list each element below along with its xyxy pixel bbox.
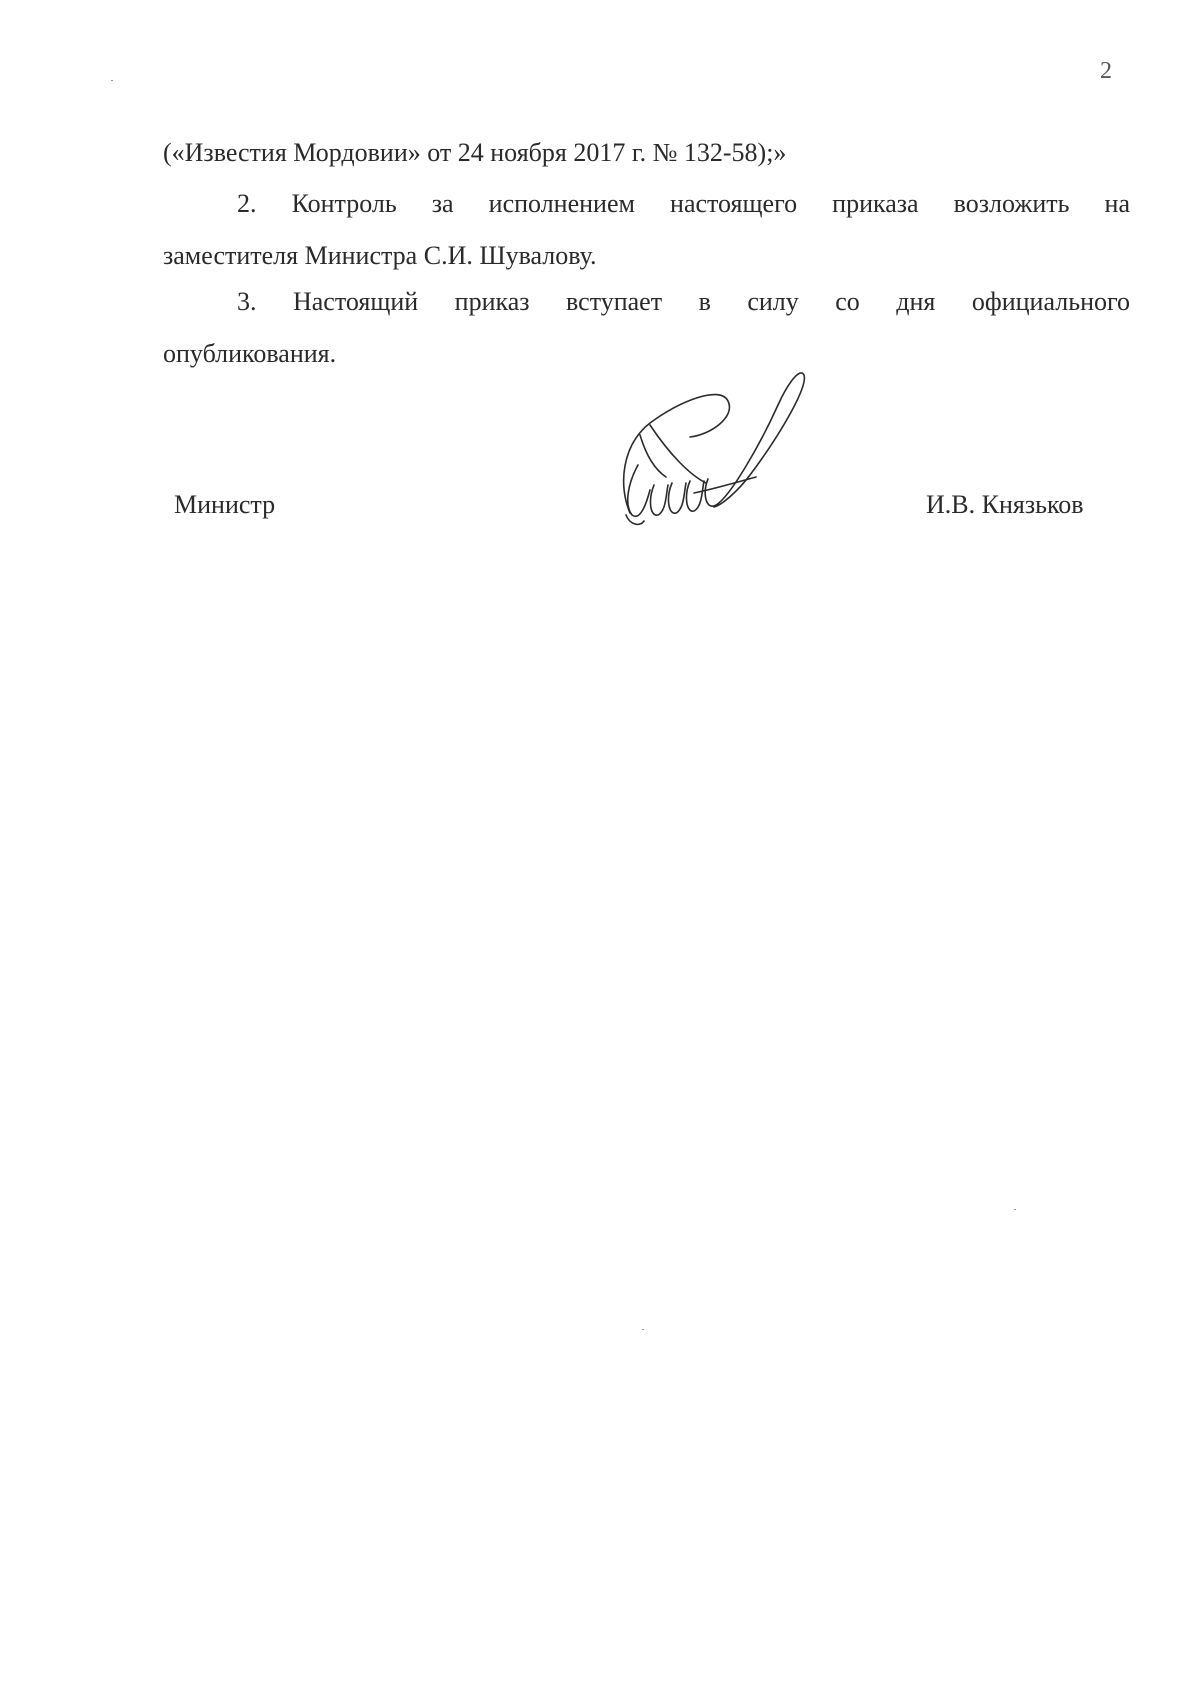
signatory-title: Министр [174, 490, 276, 519]
signatory-name: И.В. Князьков [926, 490, 1084, 519]
paragraph-continuation [163, 127, 1130, 179]
handwritten-signature [610, 365, 840, 540]
paragraph-3-line-2: опубликования. [163, 339, 337, 368]
paragraph-3-line-1: 3. Настоящий приказ вступает в силу со дня официального [237, 287, 1130, 316]
paragraph-2 [163, 178, 1130, 282]
paragraph-2-line-1: 2. Контроль за исполнением настоящего приказа возложить на [237, 189, 1130, 218]
paragraph-continuation-text: («Известия Мордовии» от 24 ноября 2017 г. № 132-58);» [163, 138, 787, 167]
scan-speck [111, 80, 113, 81]
scan-speck [1014, 1209, 1016, 1210]
paragraph-2-line-2: заместителя Министра С.И. Шувалову. [163, 241, 597, 270]
scan-speck [642, 1329, 644, 1330]
page-number: 2 [1100, 58, 1112, 84]
